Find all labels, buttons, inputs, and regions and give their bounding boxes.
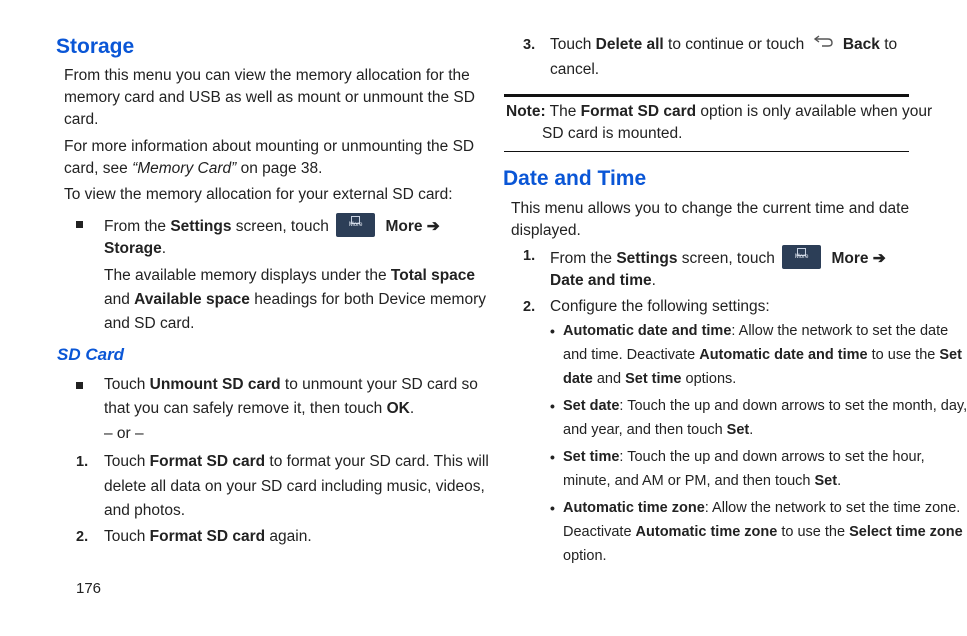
text: The available memory displays under the xyxy=(104,267,391,284)
text: to unmount your SD card so xyxy=(280,376,478,393)
delete-all-label: Delete all xyxy=(595,36,664,53)
text: Deactivate xyxy=(563,524,636,540)
text: to xyxy=(879,36,898,53)
step-number: 1. xyxy=(523,248,536,264)
text-line xyxy=(104,374,478,396)
text: : Touch the up and down arrows to set the month, day, xyxy=(619,398,967,414)
format-sd-card-label: Format SD card xyxy=(580,103,697,120)
unmount-sd-card-label: Unmount SD card xyxy=(149,376,281,393)
text: . xyxy=(161,240,167,257)
text: that you can safely remove it, then touch xyxy=(104,400,387,417)
set-date-label: Set date xyxy=(563,398,620,414)
storage-paragraph-3: To view the memory allocation for your external SD card: xyxy=(64,186,453,203)
back-label: Back xyxy=(842,36,880,53)
text: again. xyxy=(265,528,312,545)
set-label: Set xyxy=(814,473,838,489)
note-bottom-rule xyxy=(504,151,909,152)
text-line xyxy=(563,469,841,493)
format-sd-card-label: Format SD card xyxy=(149,453,266,470)
text-line: and SD card. xyxy=(104,315,195,332)
step-number: 3. xyxy=(523,37,536,53)
menu-icon-label: More xyxy=(794,254,809,260)
text: and time. Deactivate xyxy=(563,347,700,363)
text: minute, and AM or PM, and then touch xyxy=(563,473,815,489)
sd-card-heading: SD Card xyxy=(57,345,125,364)
text: . xyxy=(409,400,415,417)
set-label: Set xyxy=(726,422,750,438)
text: screen, touch xyxy=(677,250,775,267)
text-line: SD card is mounted. xyxy=(542,125,683,142)
text-line: For more information about mounting or unmounting the SD xyxy=(64,138,475,155)
text: to use the xyxy=(867,347,940,363)
text-line xyxy=(550,245,886,270)
note-label: Note: xyxy=(506,103,546,120)
square-bullet-icon xyxy=(76,221,83,228)
set-label: Set xyxy=(939,347,962,363)
text: screen, touch xyxy=(231,218,329,235)
text: Touch xyxy=(550,36,596,53)
text: options. xyxy=(681,371,737,387)
text: The xyxy=(545,103,581,120)
text-line: card. xyxy=(64,111,99,128)
text-line xyxy=(506,101,932,123)
text-line xyxy=(104,289,486,311)
text-line: and photos. xyxy=(104,502,186,519)
text-line xyxy=(550,34,897,56)
text: to continue or touch xyxy=(663,36,805,53)
more-label: More ➔ xyxy=(831,250,886,267)
text-line xyxy=(104,238,166,260)
total-space-label: Total space xyxy=(390,267,476,284)
text: . xyxy=(837,473,842,489)
text-line: delete all data on your SD card including music, videos, xyxy=(104,478,485,495)
text-line xyxy=(64,158,322,180)
text-line: displayed. xyxy=(511,222,581,239)
text-line xyxy=(563,418,753,442)
settings-label: Settings xyxy=(170,218,232,235)
bullet: • xyxy=(550,323,555,339)
text-line xyxy=(563,520,963,544)
date-and-time-label: Date and time xyxy=(550,272,652,289)
or-separator: – or – xyxy=(104,425,144,442)
text-line xyxy=(563,343,962,367)
bullet: • xyxy=(550,449,555,465)
bullet: • xyxy=(550,398,555,414)
more-label: More ➔ xyxy=(385,218,440,235)
text: card, see xyxy=(64,160,133,177)
text: . xyxy=(651,272,656,289)
bullet: • xyxy=(550,500,555,516)
step-number: 2. xyxy=(76,529,89,545)
text-line: Configure the following settings: xyxy=(550,298,770,315)
text: option is only available when your xyxy=(696,103,933,120)
text: From the xyxy=(550,250,617,267)
text: and year, and then touch xyxy=(563,422,727,438)
text: to format your SD card. This will xyxy=(265,453,489,470)
text-line xyxy=(563,394,967,418)
set-time-label: Set time xyxy=(625,371,682,387)
text-line: cancel. xyxy=(550,61,600,78)
format-sd-card-label: Format SD card xyxy=(149,528,266,545)
text-line xyxy=(563,496,960,520)
automatic-time-zone-label: Automatic time zone xyxy=(635,524,778,540)
page-number: 176 xyxy=(76,580,102,597)
text: : Allow the network to set the time zone. xyxy=(704,500,961,516)
text-line xyxy=(563,367,736,391)
menu-icon xyxy=(336,213,375,237)
back-arrow-icon xyxy=(813,34,835,48)
text-line xyxy=(104,526,312,548)
text: and xyxy=(592,371,626,387)
text-line xyxy=(104,265,475,287)
text-line: This menu allows you to change the current time and date xyxy=(511,200,910,217)
text-line xyxy=(104,398,414,420)
text-line xyxy=(104,213,440,238)
text: headings for both Device memory xyxy=(249,291,486,308)
text-line xyxy=(550,270,656,292)
automatic-date-time-label: Automatic date and time xyxy=(699,347,868,363)
text: on page 38. xyxy=(236,160,323,177)
text-line xyxy=(104,451,489,473)
step-number: 1. xyxy=(76,454,89,470)
text: : Allow the network to set the date xyxy=(731,323,949,339)
settings-label: Settings xyxy=(616,250,678,267)
memory-card-link[interactable]: “Memory Card” xyxy=(132,160,237,177)
text: Touch xyxy=(104,376,150,393)
text: and xyxy=(104,291,135,308)
text: . xyxy=(749,422,754,438)
note-top-rule xyxy=(504,94,909,97)
ok-label: OK xyxy=(386,400,410,417)
set-time-label: Set time xyxy=(563,449,620,465)
storage-heading: Storage xyxy=(56,35,135,58)
text-line: memory card and USB as well as mount or unmount the SD xyxy=(64,89,475,106)
date-and-time-heading: Date and Time xyxy=(503,167,647,190)
menu-icon-label: More xyxy=(348,222,363,228)
automatic-time-zone-label: Automatic time zone xyxy=(563,500,705,516)
square-bullet-icon xyxy=(76,382,83,389)
text: From the xyxy=(104,218,171,235)
select-time-zone-label: Select time zone xyxy=(849,524,963,540)
menu-icon xyxy=(782,245,821,269)
step-number: 2. xyxy=(523,299,536,315)
automatic-date-time-label: Automatic date and time xyxy=(563,323,732,339)
text-line xyxy=(563,445,925,469)
available-space-label: Available space xyxy=(134,291,250,308)
text-line xyxy=(563,319,948,343)
text-line: option. xyxy=(563,548,607,564)
text: Touch xyxy=(104,453,150,470)
storage-label: Storage xyxy=(104,240,162,257)
text: : Touch the up and down arrows to set the hour, xyxy=(619,449,925,465)
date-label: date xyxy=(563,371,593,387)
text-line: From this menu you can view the memory allocation for the xyxy=(64,67,470,84)
text: to use the xyxy=(777,524,850,540)
text: Touch xyxy=(104,528,150,545)
